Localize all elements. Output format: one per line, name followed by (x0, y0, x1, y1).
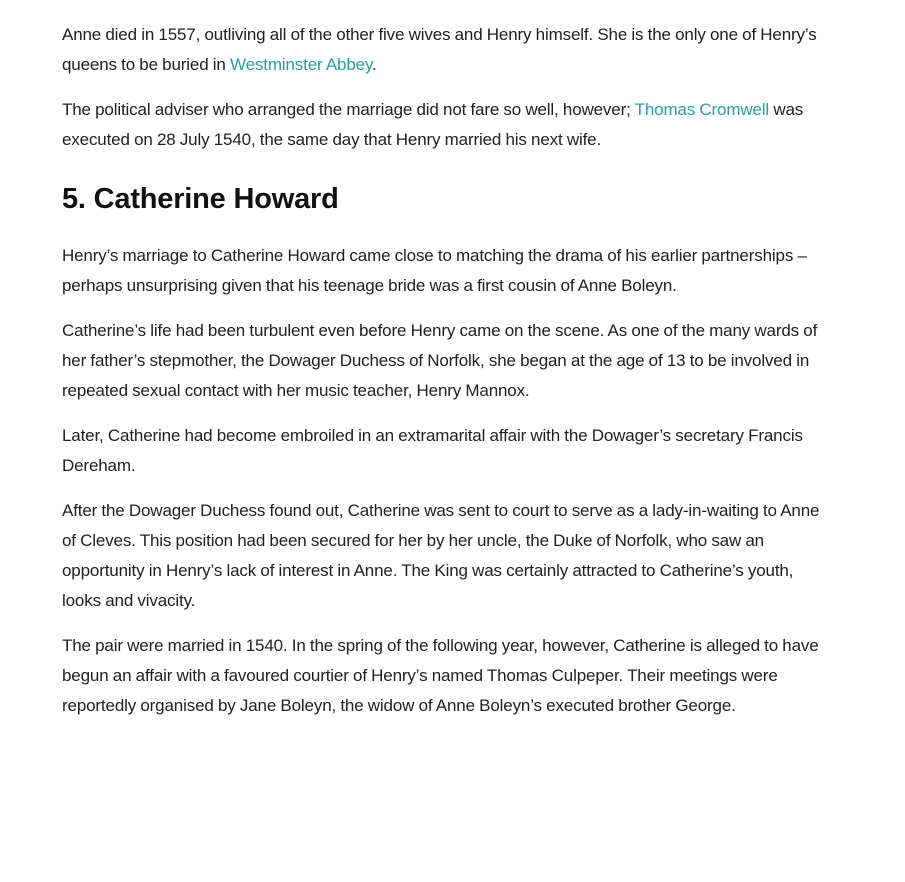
paragraph-marriage: Henry’s marriage to Catherine Howard came close to matching the drama of his earlier partnerships – perhaps unsurprising given that his teenage bride was a first cousin of Anne Boleyn. (62, 246, 807, 295)
westminster-abbey-link[interactable]: Westminster Abbey (230, 55, 373, 74)
paragraph-turbulent-life: Catherine’s life had been turbulent even before Henry came on the scene. As one of the many wards of her father’s stepmother, the Dowager Duchess of Norfolk, she began at the age of 13 to be involved in repeated sexual contact with her music teacher, Henry Mannox. (62, 321, 818, 400)
paragraph-court: After the Dowager Duchess found out, Catherine was sent to court to serve as a lady-in-waiting to Anne of Cleves. This position had been secured for her by her uncle, the Duke of Norfolk, who saw an opportunity in Henry’s lack of interest in Anne. The King was certainly attracted to Catherine’s youth, looks and vivacity. (62, 501, 820, 610)
paragraph-dereham: Later, Catherine had become embroiled in an extramarital affair with the Dowager’s secretary Francis Dereham. (62, 426, 803, 475)
section-heading: 5. Catherine Howard (62, 183, 339, 215)
paragraph-cromwell (62, 95, 822, 155)
article-body (62, 20, 822, 736)
thomas-cromwell-link[interactable]: Thomas Cromwell (634, 100, 770, 119)
paragraph-text: The political adviser who arranged the marriage did not fare so well, however; (62, 100, 635, 119)
paragraph-culpeper: The pair were married in 1540. In the spring of the following year, however, Catherine is alleged to have begun an affair with a favoured courtier of Henry’s named Thomas Culpeper. Their meetings were reportedly organised by Jane Boleyn, the widow of Anne Boleyn’s executed brother George. (62, 636, 819, 715)
paragraph-text: . (372, 55, 377, 74)
paragraph-text: Anne died in 1557, outliving all of the other five wives and Henry himself. She is the only one of Henry’s queens to be buried in (62, 25, 817, 74)
paragraph-text: was executed on 28 July 1540, the same day that Henry married his next wife. (62, 100, 804, 149)
paragraph-anne-death (62, 20, 822, 80)
